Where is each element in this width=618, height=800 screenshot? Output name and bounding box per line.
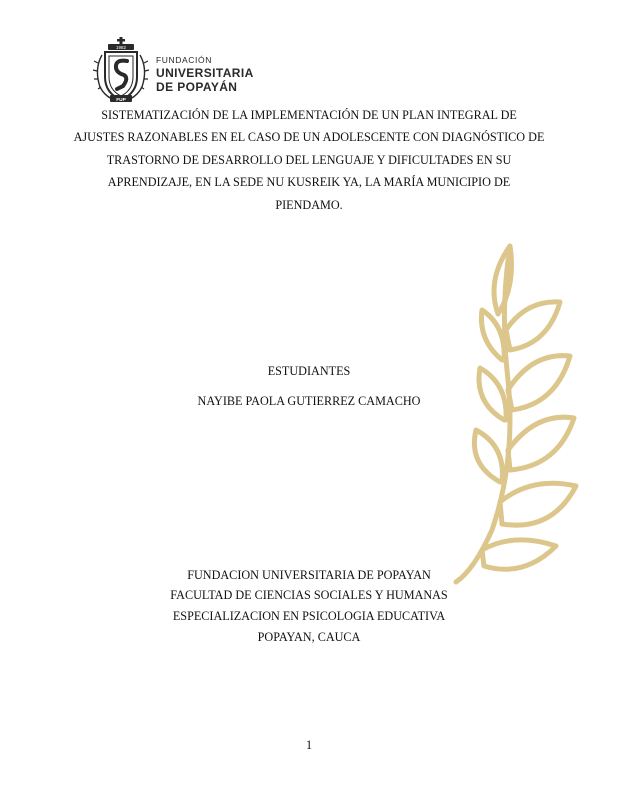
seal-bottom-text: FUP: [116, 97, 126, 103]
institution-line: FACULTAD DE CIENCIAS SOCIALES Y HUMANAS: [170, 588, 448, 602]
institution-line: POPAYAN, CAUCA: [257, 630, 361, 644]
title-line: SISTEMATIZACIÓN DE LA IMPLEMENTACIÓN DE UN PLAN INTEGRAL DE: [101, 108, 517, 122]
institution-line: ESPECIALIZACION EN PSICOLOGIA EDUCATIVA: [172, 609, 446, 623]
seal-top-text: 1982: [115, 45, 127, 50]
title-line: AJUSTES RAZONABLES EN EL CASO DE UN ADOLESCENTE CON DIAGNÓSTICO DE: [73, 130, 545, 145]
logo-line-3: DE POPAYÁN: [156, 80, 238, 94]
university-seal-icon: [92, 37, 150, 105]
student-name: NAYIBE PAOLA GUTIERREZ CAMACHO: [197, 394, 421, 408]
title-line: APRENDIZAJE, EN LA SEDE NU KUSREIK YA, LA MARÍA MUNICIPIO DE: [107, 175, 511, 190]
title-line: PIENDAMO.: [275, 197, 343, 212]
students-label: ESTUDIANTES: [267, 364, 351, 378]
title-line: TRASTORNO DE DESARROLLO DEL LENGUAJE Y DIFICULTADES EN SU: [106, 152, 512, 167]
logo-line-2: UNIVERSITARIA: [156, 66, 254, 80]
document-title: [40, 104, 578, 216]
page-number: 1: [305, 738, 313, 752]
logo-line-1: FUNDACIÓN: [156, 55, 212, 65]
laurel-leaf-icon: [452, 240, 582, 590]
logo-wordmark: [156, 55, 254, 94]
university-logo: [92, 37, 252, 105]
institution-line: FUNDACION UNIVERSITARIA DE POPAYAN: [187, 568, 431, 582]
